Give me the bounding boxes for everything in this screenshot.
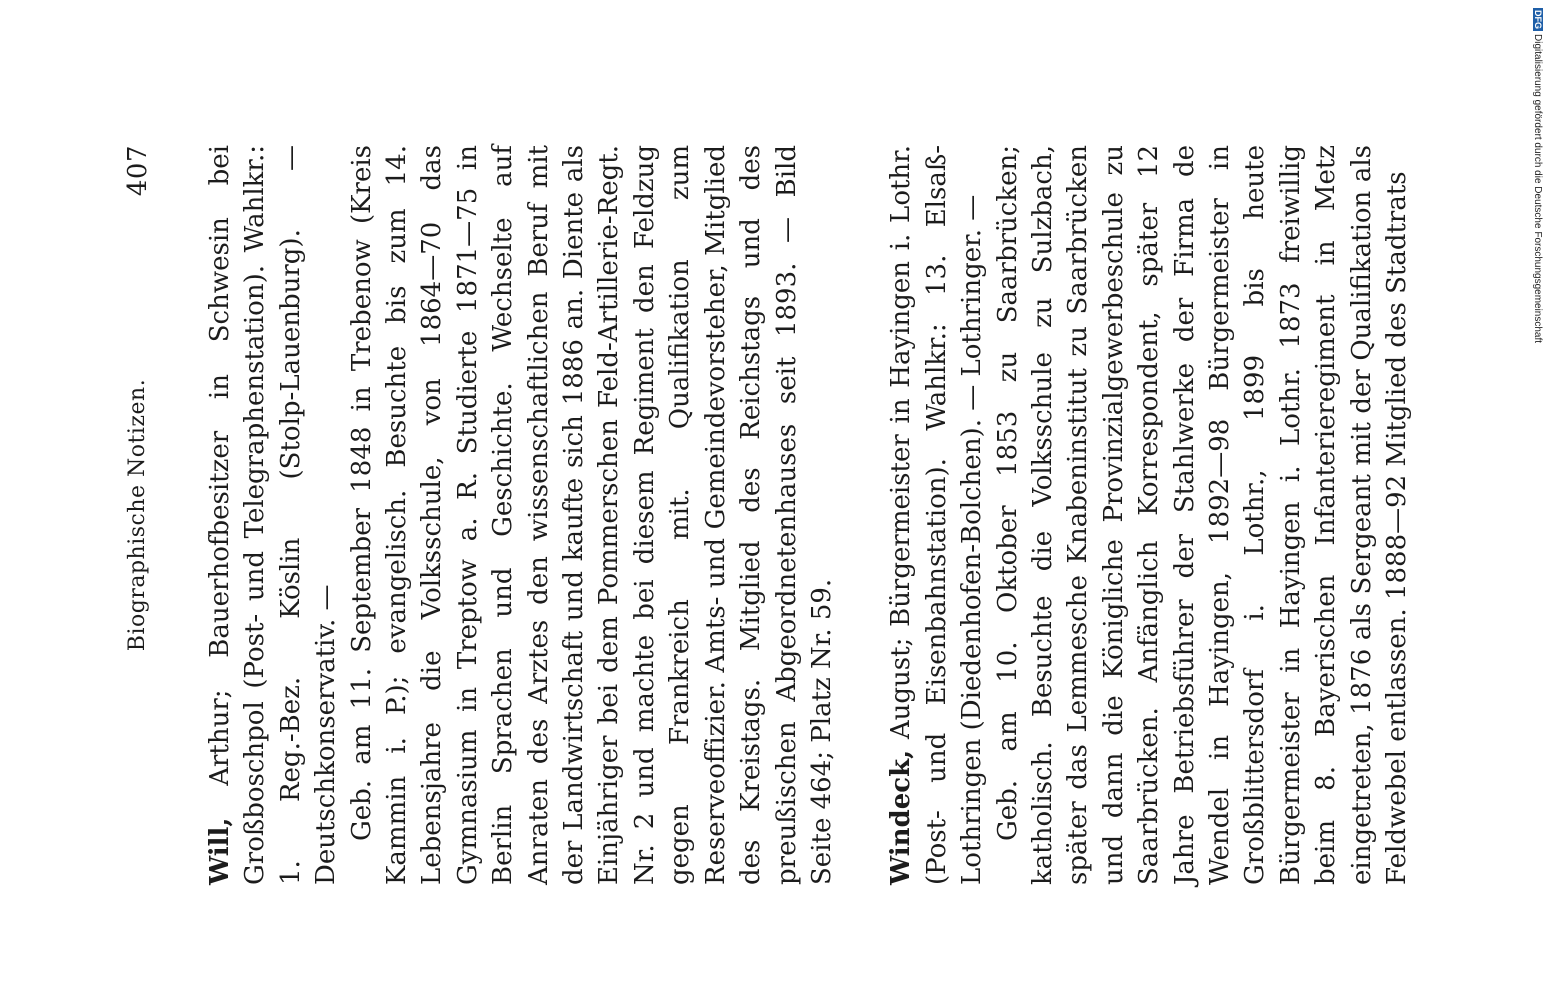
dfg-credit bbox=[1532, 8, 1543, 343]
running-title: Biographische Notizen. bbox=[125, 378, 150, 652]
entry-name: Will, bbox=[205, 817, 235, 885]
entry-will bbox=[203, 145, 840, 885]
dfg-logo: DFG bbox=[1533, 10, 1543, 29]
entry-bio: Geb. am 10. Oktober 1853 zu Saarbrücken; katholisch. Besuchte die Volksschule zu Sulzbach, später das Lemmesche Knabeninstitut zu Saarbrücken und dann die Königliche Provinzialgewerbeschule zu Saarbrücken. Anfänglich Korrespondent, später 12 Jahre Betriebsführer der Stahlwerke der Firma de Wendel in Hayingen, 1892—98 Bürgermeister in Großblittersdorf i. Lothr., 1899 bis heute Bürgermeister in Hayingen i. Lothr. 1873 freiwillig beim 8. Bayerischen Infanterieregiment in Metz eingetreten, 1876 als Sergeant mit der Qualifikation als Feldwebel entlassen. 1888—92 Mitglied des Stadtrats bbox=[992, 145, 1412, 885]
rotated-book-page bbox=[123, 105, 1412, 885]
entry-header-text: Arthur; Bauerhofbesitzer in Schwesin bei Großboschpol (Post- und Telegraphenstation). Wahlkr.: 1. Reg.-Bez. Köslin (Stolp-Lauenburg). — Deutschkonservativ. — bbox=[205, 145, 342, 885]
entry-bio: Geb. am 11. September 1848 in Trebenow (Kreis Kammin i. P.); evangelisch. Besuchte bis zum 14. Lebensjahre die Volksschule, von 1864—70 das Gymnasium in Treptow a. R. Studierte 1871—75 in Berlin Sprachen und Geschichte. Wechselte auf Anraten des Arztes den wissenschaftlichen Beruf mit der Landwirtschaft und kaufte sich 1886 an. Diente als Einjähriger bei dem Pommerschen Feld-Artillerie-Regt. Nr. 2 und machte bei diesem Regiment den Feldzug gegen Frankreich mit. Qualifikation zum Reserveoffizier. Amts- und Gemeindevorsteher, Mitglied des Kreistags. Mitglied des Reichstags und des preußischen Abgeordnetenhauses seit 1893. — Bild Seite 464; Platz Nr. 59. bbox=[346, 145, 837, 885]
page-number: 407 bbox=[123, 145, 153, 197]
text-block bbox=[203, 145, 1415, 885]
entry-separator bbox=[840, 145, 884, 885]
entry-header bbox=[203, 145, 345, 885]
entry-header bbox=[884, 145, 990, 885]
entry-header-text: August; Bürgermeister in Hayingen i. Lothr. (Post- und Eisenbahnstation). Wahlkr.: 13. Elsaß-Lothringen (Diedenhofen-Bolchen). — Lothringer. — bbox=[886, 145, 988, 885]
running-head bbox=[125, 145, 159, 885]
entry-windeck bbox=[884, 145, 1415, 885]
entry-name: Windeck, bbox=[886, 749, 917, 885]
dfg-credit-text: Digitalisierung gefördert durch die Deutsche Forschungsgemeinschaft bbox=[1532, 34, 1543, 344]
